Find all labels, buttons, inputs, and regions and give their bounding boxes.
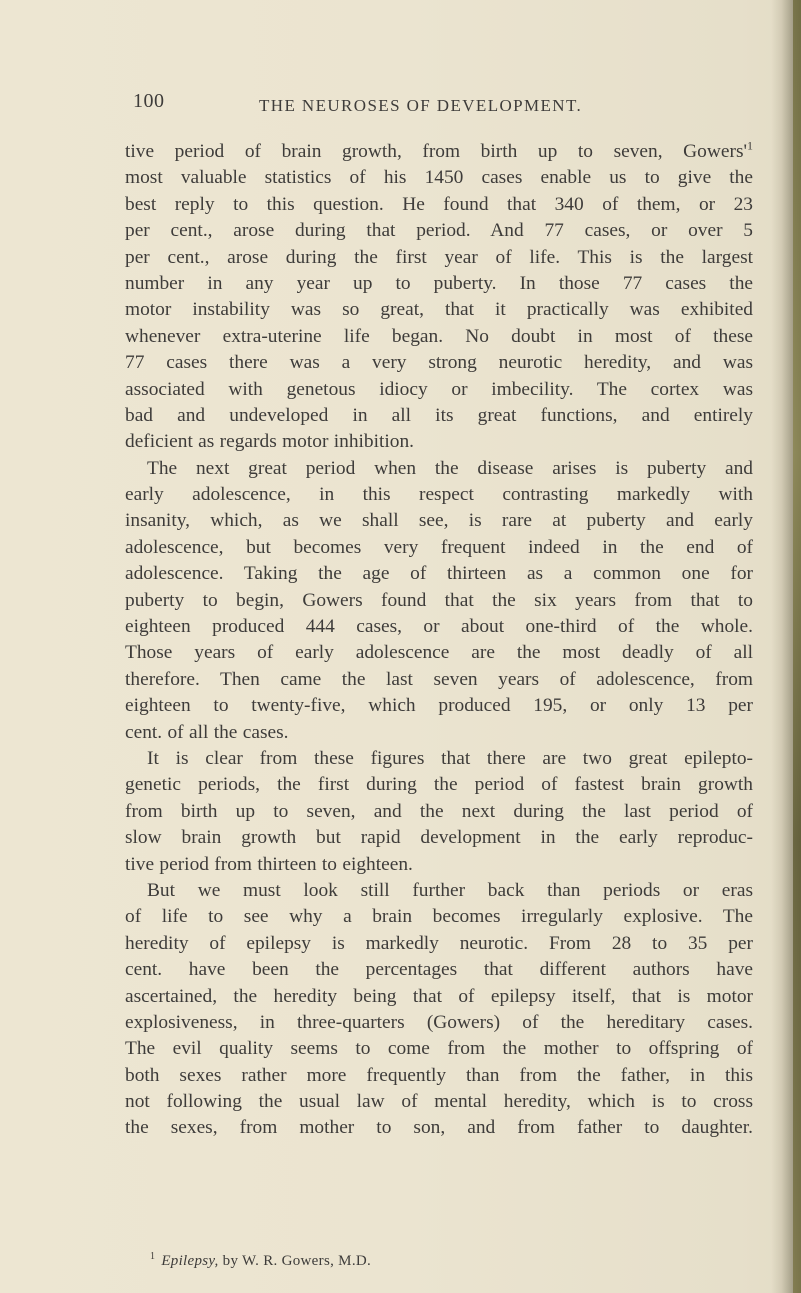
text-line: per cent., arose during that period. And 77 cases, or over 5 xyxy=(125,220,753,242)
footnote xyxy=(150,1253,371,1270)
text-line: tive period of brain growth, from birth up to seven, Gowers'$^1$ xyxy=(125,138,753,162)
text-line: puberty to begin, Gowers found that the six years from that to xyxy=(125,589,753,611)
text-line: early adolescence, in this respect contrasting markedly with xyxy=(125,484,753,506)
text-line: Those years of early adolescence are the most deadly of all xyxy=(125,642,753,664)
running-head: THE NEUROSES OF DEVELOPMENT. xyxy=(259,96,583,115)
footnote-marker: 1 xyxy=(747,138,753,153)
text-line: bad and undeveloped in all its great functions, and entirely xyxy=(125,404,753,426)
body-text xyxy=(125,139,753,1142)
paragraph-start-line: It is clear from these figures that there are two great epilepto- xyxy=(147,747,753,769)
text-line: from birth up to seven, and the next during the last period of xyxy=(125,800,753,822)
text-line: slow brain growth but rapid development in the early reproduc- xyxy=(125,827,753,849)
text-line: adolescence, but becomes very frequent indeed in the end of xyxy=(125,536,753,558)
paragraph-start-line: But we must look still further back than periods or eras xyxy=(147,879,753,901)
text-line: ascertained, the heredity being that of epilepsy itself, that is motor xyxy=(125,985,753,1007)
text-line: whenever extra-uterine life began. No doubt in most of these xyxy=(125,325,753,347)
text-line: both sexes rather more frequently than from the father, in this xyxy=(125,1064,753,1086)
text-line: of life to see why a brain becomes irregularly explosive. The xyxy=(125,906,753,928)
text-line: not following the usual law of mental heredity, which is to cross xyxy=(125,1091,753,1113)
text-line: 77 cases there was a very strong neurotic heredity, and was xyxy=(125,352,753,374)
page-header xyxy=(133,90,763,118)
text-line: deficient as regards motor inhibition. xyxy=(125,431,415,453)
text-line: cent. have been the percentages that different authors have xyxy=(125,959,753,981)
text-line: adolescence. Taking the age of thirteen as a common one for xyxy=(125,563,753,585)
text-line: tive period from thirteen to eighteen. xyxy=(125,853,413,875)
text-line: therefore. Then came the last seven years of adolescence, from xyxy=(125,668,753,690)
text-line: genetic periods, the first during the period of fastest brain growth xyxy=(125,774,753,796)
text-line: The evil quality seems to come from the mother to offspring of xyxy=(125,1038,753,1060)
text-line: best reply to this question. He found that 340 of them, or 23 xyxy=(125,193,753,215)
text-line: eighteen to twenty-five, which produced 195, or only 13 per xyxy=(125,695,753,717)
page-number: 100 xyxy=(133,90,165,112)
footnote-title: Epilepsy, xyxy=(161,1253,219,1269)
text-line: most valuable statistics of his 1450 cases enable us to give the xyxy=(125,167,753,189)
text-line: the sexes, from mother to son, and from father to daughter. xyxy=(125,1117,753,1139)
paragraph-start-line: The next great period when the disease arises is puberty and xyxy=(147,457,753,479)
footnote-number: 1 xyxy=(150,1251,156,1262)
text-line: number in any year up to puberty. In those 77 cases the xyxy=(125,272,753,294)
text-line: explosiveness, in three-quarters (Gowers) of the hereditary cases. xyxy=(125,1011,753,1033)
footnote-text: by W. R. Gowers, M.D. xyxy=(222,1253,372,1269)
text-line: per cent., arose during the first year of life. This is the largest xyxy=(125,246,753,268)
book-binding-edge xyxy=(793,0,801,1293)
text-line: heredity of epilepsy is markedly neurotic. From 28 to 35 per xyxy=(125,932,753,954)
text-line: eighteen produced 444 cases, or about one-third of the whole. xyxy=(125,616,753,638)
text-line: motor instability was so great, that it practically was exhibited xyxy=(125,299,753,321)
text-line: associated with genetous idiocy or imbecility. The cortex was xyxy=(125,378,753,400)
text-line: insanity, which, as we shall see, is rare at puberty and early xyxy=(125,510,753,532)
text-line: cent. of all the cases. xyxy=(125,721,289,743)
